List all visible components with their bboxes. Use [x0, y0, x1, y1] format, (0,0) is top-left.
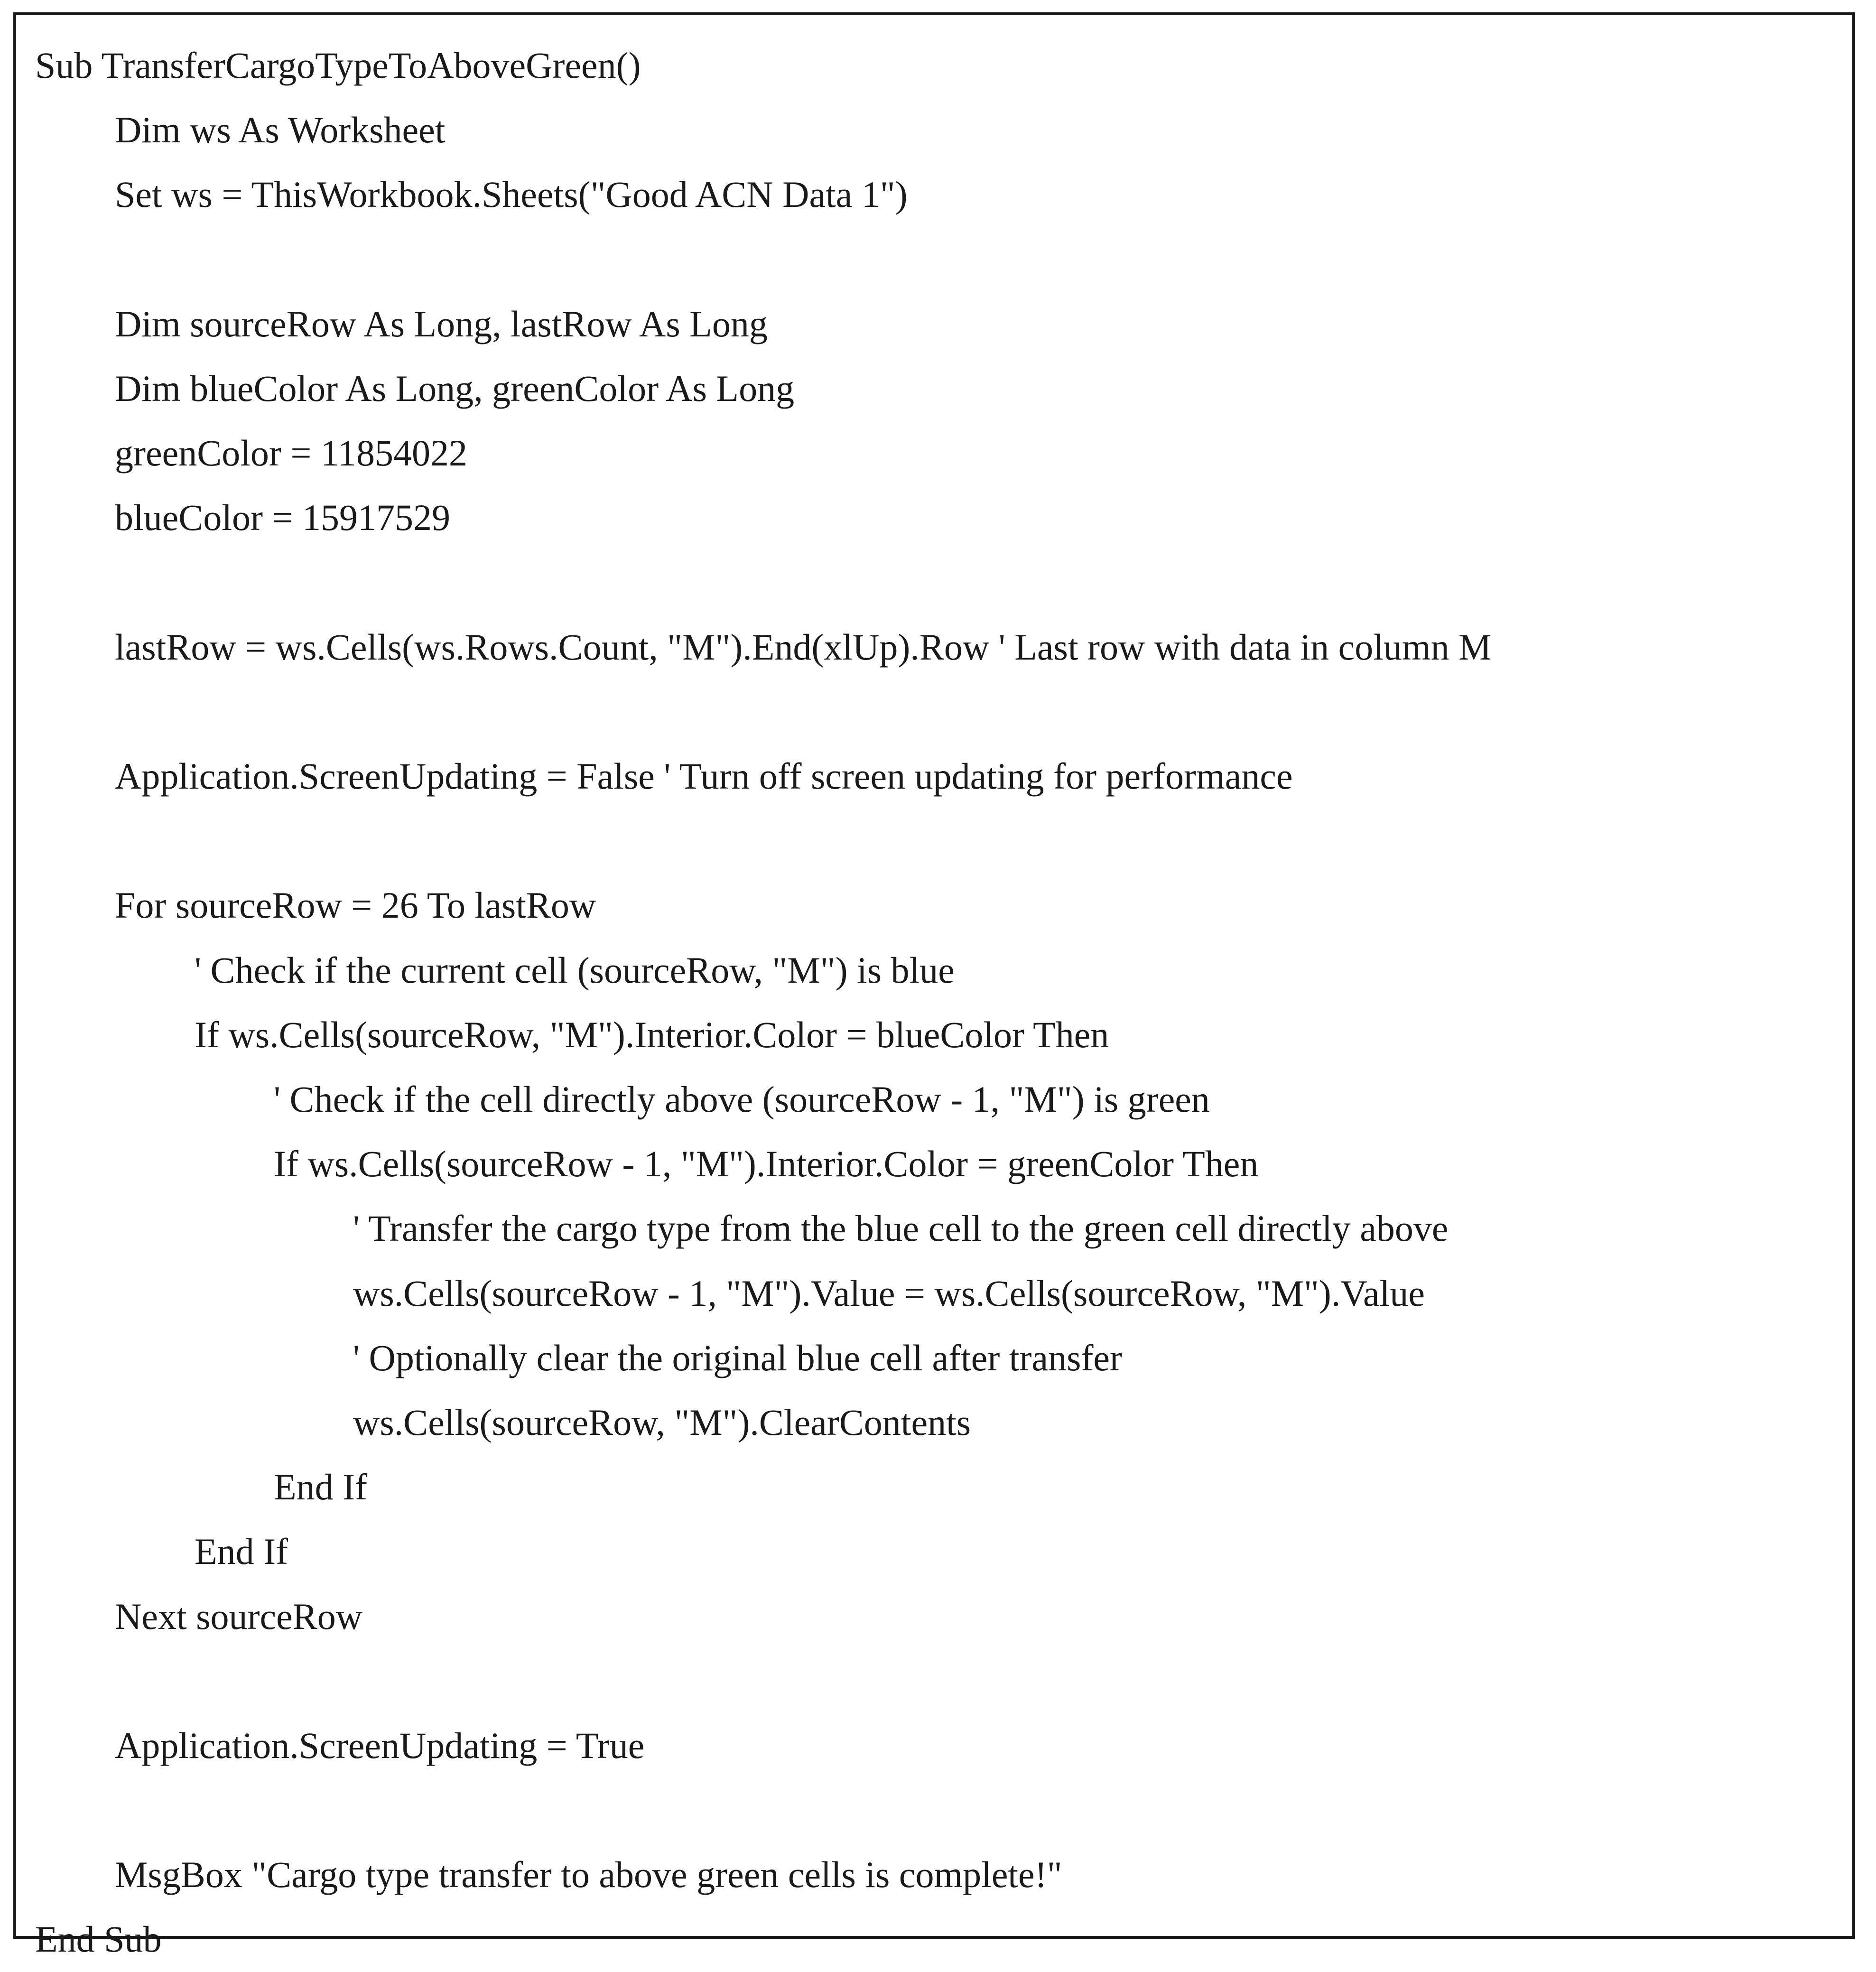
- blank-line: [35, 809, 1491, 873]
- blank-line: [35, 679, 1491, 744]
- code-line: blueColor = 15917529: [115, 497, 450, 539]
- code-line: ws.Cells(sourceRow - 1, "M").Value = ws.Cells(sourceRow, "M").Value: [353, 1272, 1425, 1314]
- code-line: Next sourceRow: [115, 1595, 363, 1637]
- code-line: Set ws = ThisWorkbook.Sheets("Good ACN Data 1"): [115, 174, 908, 215]
- code-comment-line: ' Optionally clear the original blue cell after transfer: [353, 1337, 1123, 1378]
- code-line: End If: [274, 1466, 368, 1508]
- code-line: Application.ScreenUpdating = False ' Turn off screen updating for performance: [115, 755, 1293, 797]
- code-line: greenColor = 11854022: [115, 432, 467, 474]
- blank-line: [35, 1778, 1491, 1842]
- code-line: Sub TransferCargoTypeToAboveGreen(): [35, 45, 641, 86]
- code-comment-line: ' Check if the current cell (sourceRow, "M") is blue: [195, 949, 955, 991]
- code-line: End Sub: [35, 1918, 162, 1960]
- code-comment-line: ' Check if the cell directly above (sourceRow - 1, "M") is green: [274, 1079, 1210, 1120]
- code-line: For sourceRow = 26 To lastRow: [115, 884, 596, 926]
- code-line: MsgBox "Cargo type transfer to above green cells is complete!": [115, 1854, 1062, 1896]
- code-listing: [35, 33, 1491, 1972]
- code-line: If ws.Cells(sourceRow, "M").Interior.Color = blueColor Then: [195, 1014, 1109, 1055]
- code-listing-box: [13, 12, 1855, 1960]
- code-line: Dim blueColor As Long, greenColor As Long: [115, 367, 795, 409]
- code-line: If ws.Cells(sourceRow - 1, "M").Interior.Color = greenColor Then: [274, 1143, 1259, 1185]
- code-line: lastRow = ws.Cells(ws.Rows.Count, "M").End(xlUp).Row ' Last row with data in column M: [115, 626, 1492, 668]
- blank-line: [35, 550, 1491, 615]
- code-line: Dim ws As Worksheet: [115, 109, 446, 151]
- code-line: Application.ScreenUpdating = True: [115, 1724, 645, 1766]
- code-line: End If: [195, 1531, 288, 1572]
- blank-line: [35, 1649, 1491, 1713]
- code-line: Dim sourceRow As Long, lastRow As Long: [115, 303, 768, 344]
- code-comment-line: ' Transfer the cargo type from the blue cell to the green cell directly above: [353, 1208, 1449, 1249]
- code-line: ws.Cells(sourceRow, "M").ClearContents: [353, 1401, 971, 1443]
- blank-line: [35, 227, 1491, 292]
